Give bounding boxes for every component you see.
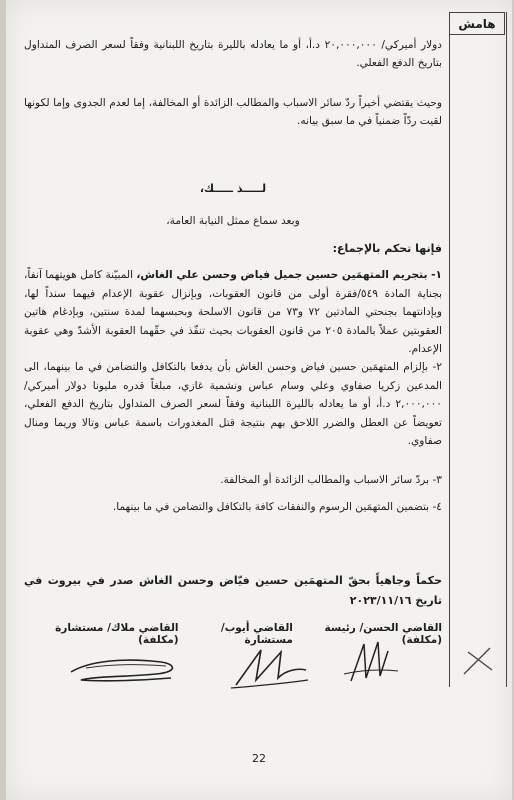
therefore-heading: لـــــذ ـــــك، bbox=[199, 182, 267, 195]
signature-scribble-right bbox=[336, 636, 406, 691]
margin-column bbox=[449, 12, 507, 687]
signature-label-left: القاضي ملاك/ مستشارة (مكلفة) bbox=[55, 622, 179, 646]
signature-label-right: القاضي الحسن/ رئيسة (مكلفة) bbox=[324, 622, 442, 646]
margin-heading: هامش bbox=[449, 12, 505, 35]
page-number: 22 bbox=[252, 752, 266, 765]
ruling-item-1 bbox=[24, 266, 442, 359]
after-hearing-line: وبعد سماع ممثل النيابة العامة، bbox=[166, 215, 300, 227]
paragraph-2: وحيث يقتضي أخيراً ردّ سائر الاسباب والمطالب الزائدة أو المخالفة، إما لعدم الجدوى وإما لكونها لقيت ردّاً ضمنياً في ما سبق بيانه. bbox=[24, 97, 442, 127]
ruling-item-1-text: المبيّنة كامل هويتهما آنفاً، بجناية المادة ٥٤٩/فقرة أولى من قانون العقوبات، وبإنزال عقوبة الإعدام فيهما سنداً لها، وبإدانتهما بجنحتي المادتين ٧٢ و٧٣ من قانون الاسلحة وبحبسهما لمدة سنتين، وبإدغام هاتين العقوبتين عملاً بالمادة ٢٠٥ من قانون العقوبات بحيث تنفّذ في حقّهما العقوبة الأشدّ وهي عقوبة الإعدام. bbox=[24, 269, 442, 355]
ruling-item-1-names: ١- بتجريم المتهمَين حسين جميل فياض وحسن علي الغاش، bbox=[136, 269, 442, 281]
signature-scribble-middle bbox=[226, 640, 316, 695]
signature-scribble-left bbox=[66, 642, 186, 692]
ruling-item-4: ٤- بتضمين المتهمَين الرسوم والنفقات كافة بالتكافل والتضامن في ما بينهما. bbox=[112, 501, 442, 513]
verdict-statement: حكماً وجاهياً بحقّ المتهمَين حسين فيّاض وحسن الغاش صدر في بيروت في تاريخ ٢٠٢٣/١١/١٦ bbox=[24, 574, 442, 607]
document-page bbox=[6, 0, 512, 800]
paragraph-1: دولار أميركي/ ٢٠,٠٠٠,٠٠٠ د.أ، أو ما يعادله بالليرة بتاريخ اللبنانية وفقاً لسعر الصرف المتداول بتاريخ الدفع الفعلي. bbox=[24, 39, 442, 69]
ruling-heading: فإنها تحكم بالإجماع: bbox=[332, 242, 442, 255]
margin-cross-mark bbox=[458, 640, 498, 680]
ruling-item-3: ٣- بردّ سائر الاسباب والمطالب الزائدة أو المخالفة. bbox=[220, 474, 442, 486]
ruling-item-2: ٢- بإلزام المتهمَين حسين فياض وحسن الغاش بأن يدفعا بالتكافل والتضامن في ما بينهما، الى المدعين زكريا صفاوي وعلي وسام عباس ونشمية غازي، مبلغاً قدره مليونا دولار أميركي/ ٢,٠٠٠,٠٠٠ د.أ، أو ما يعادله بالليرة اللبنانية وفقاً لسعر الصرف المتداول بتاريخ الدفع الفعلي، تعويضاً عن العطل والضرر اللاحق بهم بنتيجة قتل المغدورات باسمة عباس وتالا وريما ومنال صفاوي. bbox=[24, 361, 442, 447]
signature-label-middle: القاضي أيوب/ مستشارة bbox=[220, 622, 293, 646]
